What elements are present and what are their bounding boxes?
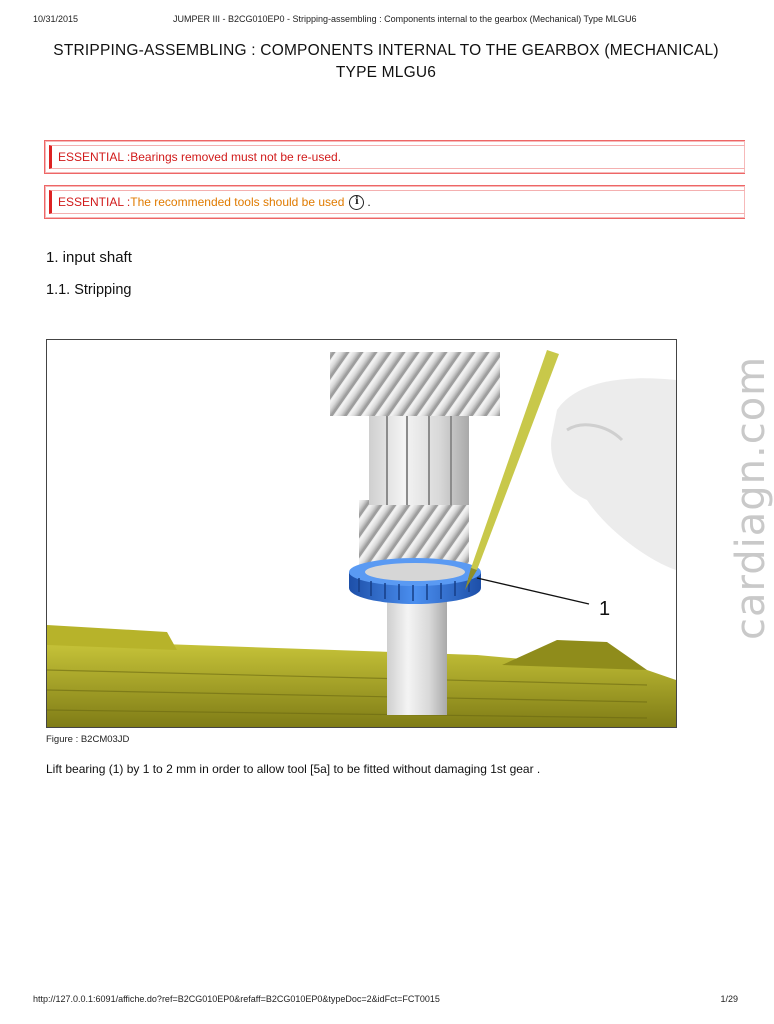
notice-tools-link[interactable]: The recommended tools should be used xyxy=(130,195,345,209)
page-number: 1/29 xyxy=(720,994,738,1004)
watermark: cardiagn.com xyxy=(728,355,774,640)
instruction-text: Lift bearing (1) by 1 to 2 mm in order to allow tool [5a] to be fitted without damaging 1st gear . xyxy=(46,762,541,776)
essential-notice-tools xyxy=(44,185,745,219)
page-title-line2: TYPE MLGU6 xyxy=(335,64,437,81)
print-url: http://127.0.0.1:6091/affiche.do?ref=B2CG010EP0&refaff=B2CG010EP0&typeDoc=2&idFct=FCT0015 xyxy=(33,994,440,1004)
page-title-line1: STRIPPING-ASSEMBLING : COMPONENTS INTERNAL TO THE GEARBOX (MECHANICAL) xyxy=(53,42,719,59)
notice-body xyxy=(49,145,745,169)
section-heading-input-shaft: 1. input shaft xyxy=(46,249,132,266)
section-heading-stripping: 1.1. Stripping xyxy=(46,282,132,298)
print-doc-title: JUMPER III - B2CG010EP0 - Stripping-assembling : Components internal to the gearbox (Mechanical) Type MLGU6 xyxy=(173,14,637,24)
notice-prefix: ESSENTIAL : xyxy=(58,195,131,209)
notice-suffix: . xyxy=(367,195,371,209)
info-icon[interactable]: i xyxy=(349,195,364,210)
figure-caption: Figure : B2CM03JD xyxy=(46,734,130,745)
print-date: 10/31/2015 xyxy=(33,14,79,24)
page-title xyxy=(30,40,742,84)
callout-label: 1 xyxy=(599,598,611,620)
gearbox-photo xyxy=(47,340,676,727)
notice-body xyxy=(49,190,745,214)
figure-illustration xyxy=(46,339,677,728)
notice-text: Bearings removed must not be re-used. xyxy=(130,150,342,164)
essential-notice-bearings xyxy=(44,140,745,174)
notice-prefix: ESSENTIAL : xyxy=(58,150,131,164)
